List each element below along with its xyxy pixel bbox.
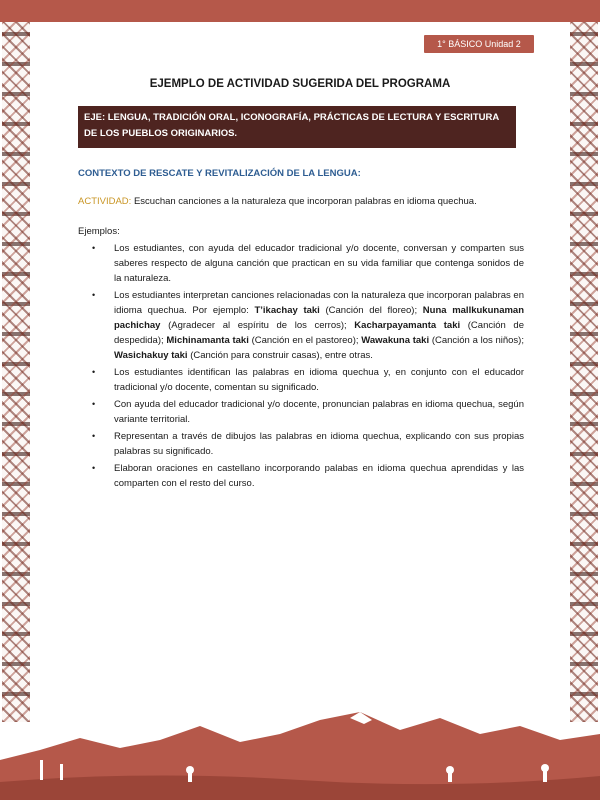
song-name: Wawakuna taki	[361, 335, 430, 346]
list-item	[78, 397, 524, 427]
bottom-landscape-illustration	[0, 690, 600, 800]
bullet-icon: •	[92, 290, 96, 300]
activity-line	[78, 196, 518, 207]
example-text: Los estudiantes, con ayuda del educador tradicional y/o docente, conversan y comparten sus saberes respecto de alguna canción que practican en su vida familiar que contenga sonidos de la naturaleza.	[114, 243, 524, 284]
list-item	[78, 461, 524, 491]
list-item	[78, 365, 524, 395]
example-text: (Canción para construir casas), entre otras.	[187, 350, 373, 361]
eje-banner: EJE: LENGUA, TRADICIÓN ORAL, ICONOGRAFÍA, PRÁCTICAS DE LECTURA Y ESCRITURA DE LOS PUEBLOS ORIGINARIOS.	[78, 106, 516, 148]
page-title: EJEMPLO DE ACTIVIDAD SUGERIDA DEL PROGRAMA	[149, 78, 451, 90]
bullet-icon: •	[92, 463, 96, 473]
song-name: Kacharpayamanta taki	[354, 320, 461, 331]
top-banner	[0, 0, 600, 22]
bullet-icon: •	[92, 367, 96, 377]
example-text: (Canción en el pastoreo);	[248, 335, 362, 346]
activity-text: Escuchan canciones a la naturaleza que incorporan palabras en idioma quechua.	[131, 196, 477, 207]
example-text: (Agradecer al espíritu de los cerros);	[160, 320, 355, 331]
list-item	[78, 288, 524, 363]
examples-list	[78, 241, 524, 493]
example-text: (Canción de despedida);	[114, 320, 524, 346]
example-text: Con ayuda del educador tradicional y/o docente, pronuncian palabras en idioma quechua, según variante territorial.	[114, 399, 524, 425]
list-item	[78, 241, 524, 286]
list-item	[78, 429, 524, 459]
unit-badge: 1° BÁSICO Unidad 2	[424, 35, 534, 53]
right-andean-pattern-border	[570, 22, 598, 722]
left-andean-pattern-border	[2, 22, 30, 722]
example-text: Elaboran oraciones en castellano incorporando palabas en idioma quechua aprendidas y las comparten con el resto del curso.	[114, 463, 524, 489]
example-text: (Canción del floreo);	[319, 305, 423, 316]
bullet-icon: •	[92, 243, 96, 253]
example-text: Representan a través de dibujos las palabras en idioma quechua, explicando con sus propias palabras su significado.	[114, 431, 524, 457]
activity-label: ACTIVIDAD:	[78, 196, 132, 207]
song-name: Wasichakuy taki	[114, 350, 188, 361]
examples-heading: Ejemplos:	[78, 226, 120, 237]
song-name: Michinamanta taki	[166, 335, 249, 346]
example-text: (Canción a los niños);	[429, 335, 524, 346]
bullet-icon: •	[92, 431, 96, 441]
context-heading: CONTEXTO DE RESCATE Y REVITALIZACIÓN DE LA LENGUA:	[78, 168, 361, 179]
song-name: Nuna mallkukunaman pachichay	[114, 305, 525, 331]
song-name: T’ikachay taki	[254, 305, 320, 316]
example-text: Los estudiantes interpretan canciones relacionadas con la naturaleza que incorporan palabras en idioma quechua. Por ejemplo:	[114, 290, 524, 316]
bullet-icon: •	[92, 399, 96, 409]
example-text: Los estudiantes identifican las palabras en idioma quechua y, en conjunto con el educador tradicional y/o docente, comentan su significado.	[114, 367, 524, 393]
